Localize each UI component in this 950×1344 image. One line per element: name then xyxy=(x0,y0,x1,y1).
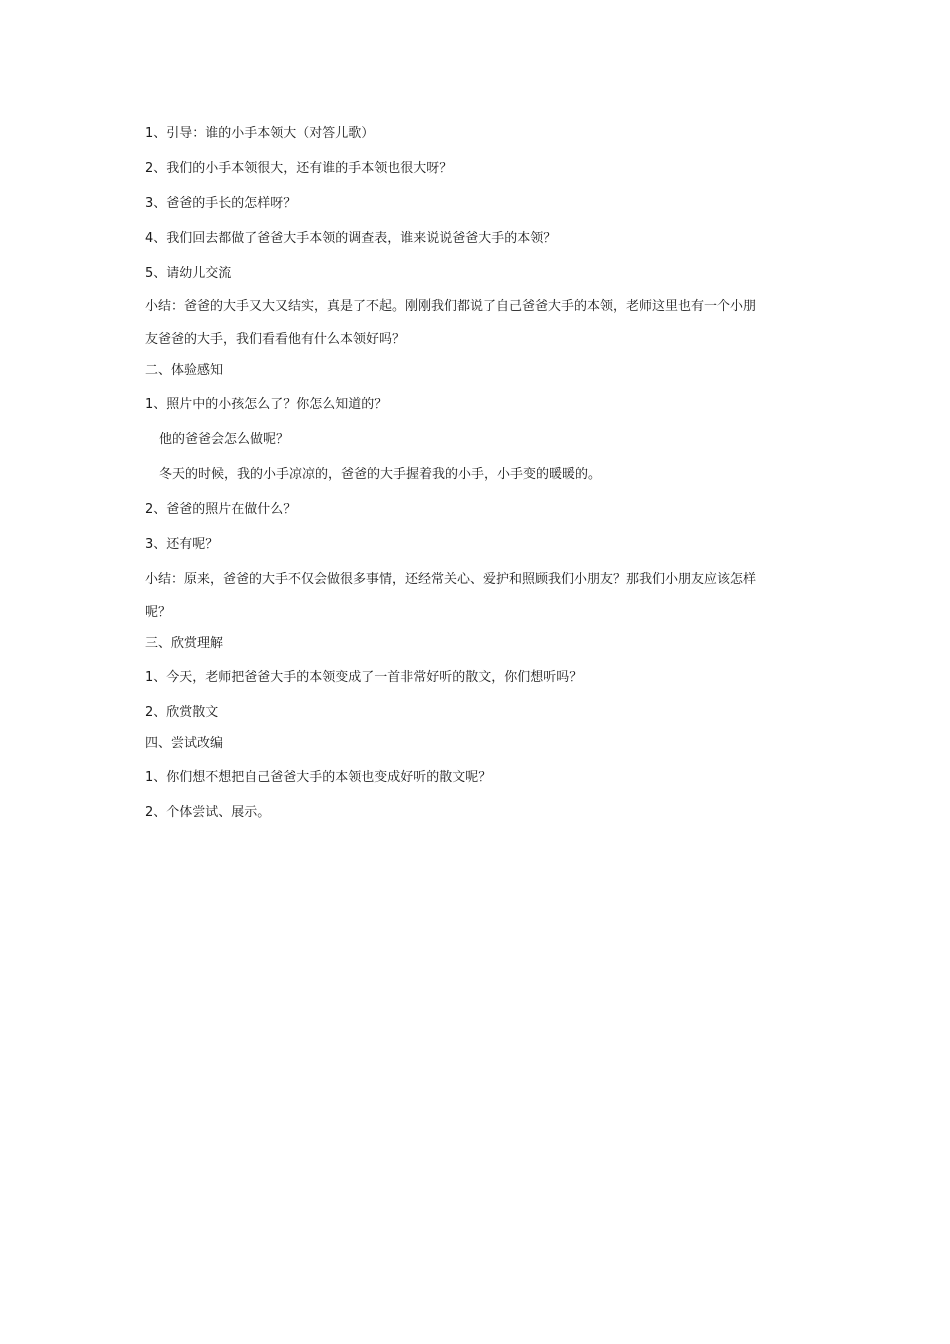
experience-subitem-2: 冬天的时候，我的小手凉凉的，爸爸的大手握着我的小手，小手变的暖暖的。 xyxy=(159,467,602,482)
experience-subitem-1: 他的爸爸会怎么做呢？ xyxy=(159,432,290,447)
document-body xyxy=(145,124,815,838)
intro-item-2: 2、我们的小手本领很大，还有谁的手本领也很大呀？ xyxy=(145,161,453,176)
intro-item-5: 5、请幼儿交流 xyxy=(145,266,232,281)
section-heading-appreciation: 三、欣赏理解 xyxy=(145,636,224,651)
section-heading-experience: 二、体验感知 xyxy=(145,363,224,378)
section-heading-adaptation: 四、尝试改编 xyxy=(145,736,224,751)
experience-item-3: 3、还有呢？ xyxy=(145,537,219,552)
summary-1-line-1: 小结：爸爸的大手又大又结实，真是了不起。刚刚我们都说了自己爸爸大手的本领，老师这里也有一个小朋 xyxy=(145,299,757,314)
experience-item-2: 2、爸爸的照片在做什么？ xyxy=(145,502,297,517)
experience-item-1: 1、照片中的小孩怎么了？你怎么知道的？ xyxy=(145,397,388,412)
intro-item-3: 3、爸爸的手长的怎样呀？ xyxy=(145,196,297,211)
appreciation-item-1: 1、今天，老师把爸爸大手的本领变成了一首非常好听的散文，你们想听吗？ xyxy=(145,670,583,685)
adaptation-item-2: 2、个体尝试、展示。 xyxy=(145,805,271,820)
appreciation-item-2: 2、欣赏散文 xyxy=(145,705,219,720)
intro-item-1: 1、引导：谁的小手本领大（对答儿歌） xyxy=(145,126,375,141)
intro-item-4: 4、我们回去都做了爸爸大手本领的调查表，谁来说说爸爸大手的本领？ xyxy=(145,231,557,246)
summary-2-line-1: 小结：原来，爸爸的大手不仅会做很多事情，还经常关心、爱护和照顾我们小朋友？那我们小朋友应该怎样 xyxy=(145,572,757,587)
summary-2-line-2: 呢？ xyxy=(145,605,172,620)
summary-1-line-2: 友爸爸的大手，我们看看他有什么本领好吗？ xyxy=(145,332,406,347)
adaptation-item-1: 1、你们想不想把自己爸爸大手的本领也变成好听的散文呢？ xyxy=(145,770,492,785)
